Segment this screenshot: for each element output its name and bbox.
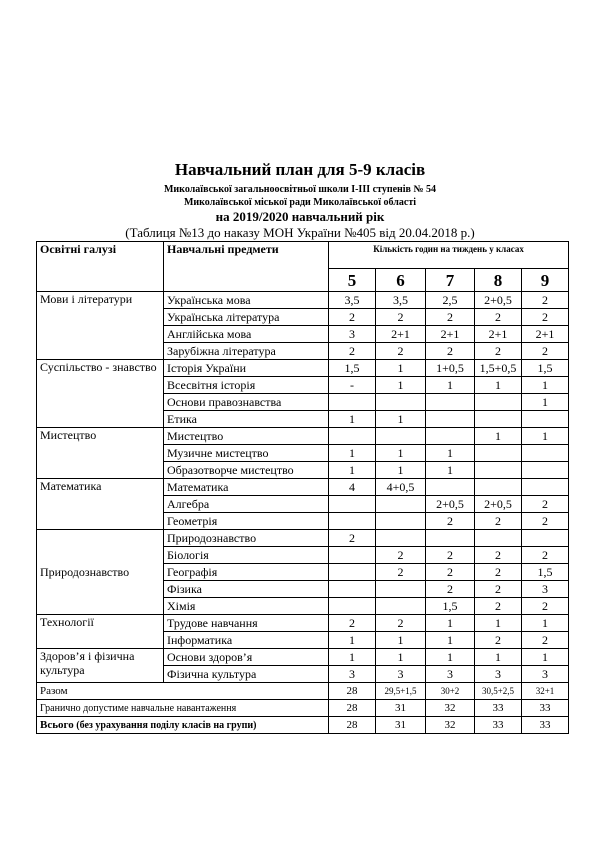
hours-cell xyxy=(329,513,376,530)
hours-cell: 1 xyxy=(329,649,376,666)
hours-cell: 2 xyxy=(475,547,522,564)
hours-cell xyxy=(426,530,475,547)
hours-cell xyxy=(475,394,522,411)
hours-cell: 3 xyxy=(522,666,569,683)
totals-label-bold: Всього xyxy=(40,718,74,731)
table-header-row xyxy=(37,242,569,269)
hours-cell: 1,5 xyxy=(426,598,475,615)
hours-cell: 1 xyxy=(376,377,426,394)
hours-cell: 2 xyxy=(522,547,569,564)
hours-cell: 1 xyxy=(475,615,522,632)
hours-cell xyxy=(376,581,426,598)
totals-label-rest: (без урахування поділу класів на групи) xyxy=(73,719,257,731)
totals-cell: 33 xyxy=(475,717,522,734)
hours-cell: 2 xyxy=(376,343,426,360)
area-cell: Мови і літератури xyxy=(37,292,164,360)
hours-cell xyxy=(329,581,376,598)
hours-cell: 2+0,5 xyxy=(475,496,522,513)
subject-cell: Математика xyxy=(164,479,329,496)
area-cell: Технології xyxy=(37,615,164,649)
hours-cell: 3,5 xyxy=(329,292,376,309)
totals-cell: 30+2 xyxy=(426,683,475,700)
hours-cell: 1 xyxy=(329,411,376,428)
hours-cell: 3 xyxy=(426,666,475,683)
hours-cell: 1,5 xyxy=(329,360,376,377)
hours-cell: 2 xyxy=(329,615,376,632)
hours-cell: 2 xyxy=(475,513,522,530)
hours-cell: 2 xyxy=(475,309,522,326)
subject-cell: Хімія xyxy=(164,598,329,615)
area-cell: Здоров’я і фізична культура xyxy=(37,649,164,683)
grade-header: 7 xyxy=(426,269,475,292)
hours-cell: 3 xyxy=(329,666,376,683)
hours-cell: 2 xyxy=(475,343,522,360)
hours-cell xyxy=(376,428,426,445)
subject-cell: Фізика xyxy=(164,581,329,598)
table-row xyxy=(37,649,569,666)
subject-cell: Історія України xyxy=(164,360,329,377)
hours-cell: 1 xyxy=(426,377,475,394)
hours-cell: 1 xyxy=(376,649,426,666)
hours-cell xyxy=(376,598,426,615)
totals-cell: 30,5+2,5 xyxy=(475,683,522,700)
hours-cell: 1 xyxy=(426,445,475,462)
hours-cell: 4+0,5 xyxy=(376,479,426,496)
academic-year: на 2019/2020 навчальний рік xyxy=(215,209,385,224)
hours-cell: 1,5+0,5 xyxy=(475,360,522,377)
hours-cell: 2+1 xyxy=(376,326,426,343)
hours-cell: 2 xyxy=(329,343,376,360)
area-cell: Природознавство xyxy=(37,530,164,615)
hours-cell xyxy=(522,462,569,479)
hours-cell: 2 xyxy=(426,513,475,530)
hours-cell: 4 xyxy=(329,479,376,496)
table-row xyxy=(37,428,569,445)
col-header-hours: Кількість годин на тиждень у класах xyxy=(329,242,569,269)
hours-cell: 2 xyxy=(426,547,475,564)
hours-cell: 1 xyxy=(522,377,569,394)
totals-cell: 33 xyxy=(522,700,569,717)
hours-cell: 1 xyxy=(376,445,426,462)
hours-cell: 1 xyxy=(426,649,475,666)
totals-cell: 32 xyxy=(426,717,475,734)
hours-cell xyxy=(329,598,376,615)
hours-cell: 1 xyxy=(329,632,376,649)
subject-cell: Мистецтво xyxy=(164,428,329,445)
hours-cell: 2 xyxy=(376,547,426,564)
hours-cell: 1 xyxy=(475,428,522,445)
subject-cell: Образотворче мистецтво xyxy=(164,462,329,479)
subject-cell: Біологія xyxy=(164,547,329,564)
hours-cell: 1+0,5 xyxy=(426,360,475,377)
hours-cell xyxy=(475,462,522,479)
hours-cell xyxy=(426,394,475,411)
subject-cell: Етика xyxy=(164,411,329,428)
totals-row xyxy=(37,717,569,734)
hours-cell xyxy=(522,445,569,462)
hours-cell: - xyxy=(329,377,376,394)
subject-cell: Українська мова xyxy=(164,292,329,309)
hours-cell xyxy=(329,496,376,513)
hours-cell: 2 xyxy=(376,309,426,326)
hours-cell: 2 xyxy=(522,309,569,326)
totals-label xyxy=(37,717,329,734)
hours-cell: 3 xyxy=(329,326,376,343)
hours-cell: 1 xyxy=(376,411,426,428)
hours-cell: 2+1 xyxy=(522,326,569,343)
hours-cell: 2 xyxy=(475,564,522,581)
hours-cell: 2+1 xyxy=(475,326,522,343)
hours-cell xyxy=(376,394,426,411)
subject-cell: Зарубіжна література xyxy=(164,343,329,360)
totals-row xyxy=(37,700,569,717)
table-row xyxy=(37,292,569,309)
subject-cell: Геометрія xyxy=(164,513,329,530)
hours-cell xyxy=(329,394,376,411)
school-name: Миколаївської загальноосвітньої школи І-ІІІ ступенів № 54 xyxy=(163,184,437,195)
hours-cell: 2 xyxy=(522,513,569,530)
hours-cell: 1 xyxy=(522,649,569,666)
hours-cell: 2 xyxy=(522,632,569,649)
subject-cell: Основи правознавства xyxy=(164,394,329,411)
table-row xyxy=(37,615,569,632)
hours-cell: 1 xyxy=(376,632,426,649)
hours-cell xyxy=(329,564,376,581)
hours-cell: 2+1 xyxy=(426,326,475,343)
hours-cell: 1 xyxy=(475,377,522,394)
hours-cell xyxy=(522,530,569,547)
totals-cell: 31 xyxy=(376,717,426,734)
hours-cell xyxy=(522,411,569,428)
subject-cell: Українська література xyxy=(164,309,329,326)
hours-cell: 3 xyxy=(376,666,426,683)
subject-cell: Природознавство xyxy=(164,530,329,547)
hours-cell: 2 xyxy=(522,343,569,360)
totals-cell: 33 xyxy=(475,700,522,717)
hours-cell: 1,5 xyxy=(522,564,569,581)
totals-cell: 29,5+1,5 xyxy=(376,683,426,700)
order-note: (Таблиця №13 до наказу МОН України №405 від 20.04.2018 р.) xyxy=(125,225,475,240)
hours-cell xyxy=(426,428,475,445)
grade-header: 6 xyxy=(376,269,426,292)
subject-cell: Географія xyxy=(164,564,329,581)
totals-label: Разом xyxy=(37,683,329,700)
hours-cell: 1 xyxy=(426,462,475,479)
hours-cell xyxy=(329,547,376,564)
hours-cell xyxy=(376,530,426,547)
col-header-areas: Освітні галузі xyxy=(37,242,164,292)
hours-cell: 2 xyxy=(475,581,522,598)
hours-cell xyxy=(376,496,426,513)
totals-cell: 32+1 xyxy=(522,683,569,700)
hours-cell: 1 xyxy=(522,394,569,411)
grade-header: 9 xyxy=(522,269,569,292)
hours-cell xyxy=(522,479,569,496)
hours-cell: 2 xyxy=(475,598,522,615)
subject-cell: Трудове навчання xyxy=(164,615,329,632)
hours-cell: 1 xyxy=(475,649,522,666)
hours-cell xyxy=(426,479,475,496)
totals-row xyxy=(37,683,569,700)
hours-cell: 1,5 xyxy=(522,360,569,377)
hours-cell: 1 xyxy=(522,428,569,445)
hours-cell xyxy=(329,428,376,445)
subject-cell: Фізична культура xyxy=(164,666,329,683)
totals-label: Гранично допустиме навчальне навантаження xyxy=(37,700,329,717)
hours-cell: 2 xyxy=(522,292,569,309)
totals-cell: 32 xyxy=(426,700,475,717)
table-row xyxy=(37,360,569,377)
hours-cell: 2 xyxy=(376,615,426,632)
area-cell: Мистецтво xyxy=(37,428,164,479)
hours-cell: 1 xyxy=(376,462,426,479)
area-cell: Математика xyxy=(37,479,164,530)
hours-cell xyxy=(475,411,522,428)
hours-cell: 1 xyxy=(426,632,475,649)
totals-cell: 31 xyxy=(376,700,426,717)
area-cell: Суспільство - знавство xyxy=(37,360,164,428)
hours-cell: 2 xyxy=(329,309,376,326)
hours-cell: 2+0,5 xyxy=(426,496,475,513)
hours-cell xyxy=(475,445,522,462)
hours-cell: 1 xyxy=(329,462,376,479)
hours-cell: 2 xyxy=(522,496,569,513)
hours-cell xyxy=(475,479,522,496)
subject-cell: Всесвітня історія xyxy=(164,377,329,394)
totals-cell: 33 xyxy=(522,717,569,734)
hours-cell: 1 xyxy=(522,615,569,632)
hours-cell xyxy=(475,530,522,547)
hours-cell: 3,5 xyxy=(376,292,426,309)
hours-cell: 3 xyxy=(475,666,522,683)
subject-cell: Англійська мова xyxy=(164,326,329,343)
hours-cell: 1 xyxy=(329,445,376,462)
table-row xyxy=(37,530,569,547)
hours-cell: 3 xyxy=(522,581,569,598)
hours-cell: 2+0,5 xyxy=(475,292,522,309)
hours-cell xyxy=(426,411,475,428)
page-title: Навчальний план для 5-9 класів xyxy=(174,160,426,179)
hours-cell: 2 xyxy=(376,564,426,581)
hours-cell: 2 xyxy=(426,581,475,598)
council-name: Миколаївської міської ради Миколаївської області xyxy=(183,197,417,208)
hours-cell: 1 xyxy=(426,615,475,632)
totals-cell: 28 xyxy=(329,717,376,734)
hours-cell xyxy=(376,513,426,530)
totals-cell: 28 xyxy=(329,700,376,717)
table-row xyxy=(37,479,569,496)
hours-cell: 2 xyxy=(426,309,475,326)
totals-cell: 28 xyxy=(329,683,376,700)
hours-cell: 2 xyxy=(426,564,475,581)
curriculum-table xyxy=(36,241,569,734)
grade-header: 5 xyxy=(329,269,376,292)
hours-cell: 2 xyxy=(475,632,522,649)
subject-cell: Музичне мистецтво xyxy=(164,445,329,462)
hours-cell: 2 xyxy=(522,598,569,615)
subject-cell: Алгебра xyxy=(164,496,329,513)
subject-cell: Інформатика xyxy=(164,632,329,649)
hours-cell: 2 xyxy=(426,343,475,360)
grade-header: 8 xyxy=(475,269,522,292)
hours-cell: 2,5 xyxy=(426,292,475,309)
hours-cell: 2 xyxy=(329,530,376,547)
hours-cell: 1 xyxy=(376,360,426,377)
col-header-subjects: Навчальні предмети xyxy=(164,242,329,292)
subject-cell: Основи здоров’я xyxy=(164,649,329,666)
